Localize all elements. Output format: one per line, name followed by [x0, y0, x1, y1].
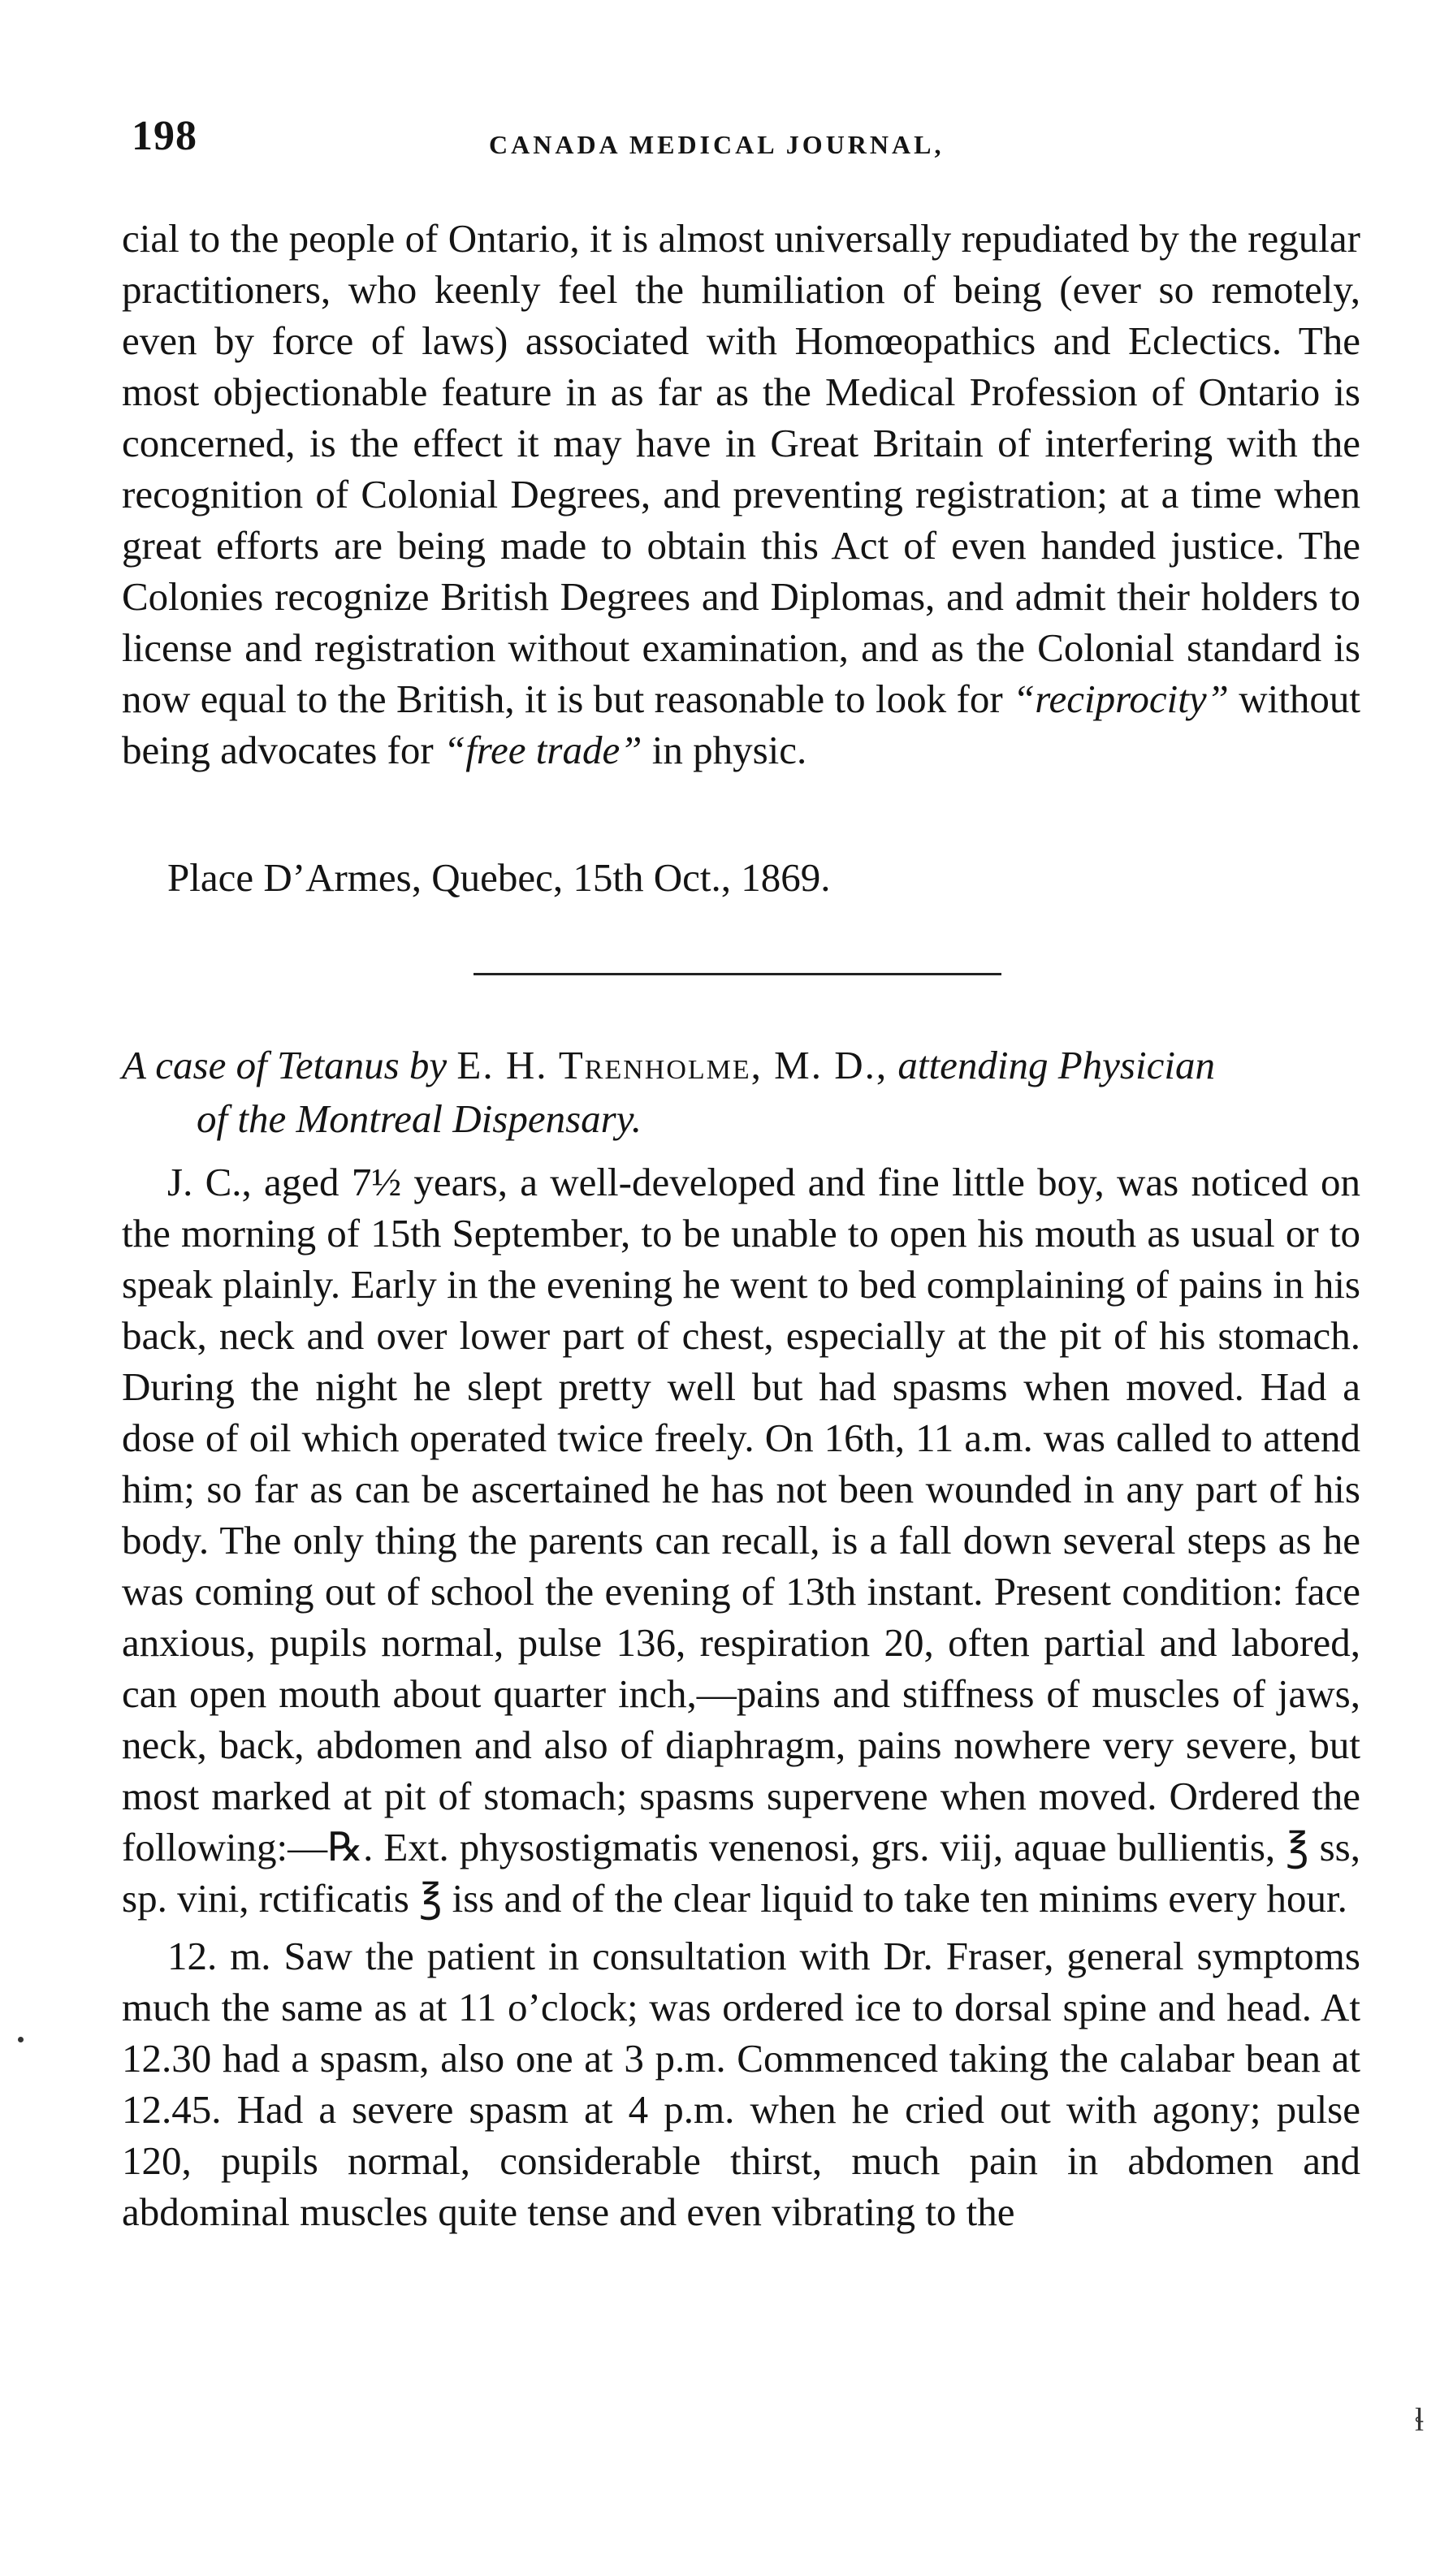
section-divider	[474, 973, 1001, 975]
quote-free-trade: “free trade”	[443, 728, 642, 772]
article-heading-line-1	[122, 1039, 1373, 1092]
journal-title: CANADA MEDICAL JOURNAL,	[489, 130, 945, 159]
article-heading	[122, 1039, 1373, 1146]
running-head	[122, 112, 1373, 169]
article-author: E. H. Trenholme, M. D.,	[456, 1043, 889, 1087]
body-paragraph-2: 12. m. Saw the patient in consultation with Dr. Fraser, general symptoms much the same as at 11 o’clock; was ordered ice to dorsal spine and head. At 12.30 had a spasm, also one at 3 p.m. Commenced taking the calabar bean at 12.45. Had a severe spasm at 4 p.m. when he cried out with agony; pulse 120, pupils normal, considerable thirst, much pain in abdomen and abdominal muscles quite tense and even vibrating to the	[122, 1934, 1360, 2234]
article-body	[122, 1156, 1360, 2237]
signoff-place-date: Place D’Armes, Quebec, 15th Oct., 1869.	[167, 855, 831, 900]
page-number: 198	[132, 113, 197, 159]
margin-speck	[18, 2037, 24, 2042]
article-heading-line-2: of the Montreal Dispensary.	[197, 1096, 642, 1141]
quote-reciprocity: “reciprocity”	[1013, 676, 1229, 721]
continuation-middle: without being advocates for	[122, 676, 1360, 772]
margin-mark: ɬ	[1415, 2401, 1425, 2438]
continuation-paragraph	[122, 213, 1360, 776]
continuation-text	[122, 213, 1360, 776]
continuation-ending: in physic.	[642, 728, 807, 772]
body-paragraph-1: J. C., aged 7½ years, a well-developed and fine little boy, was noticed on the morning of 15th September, to be unable to open his mouth as usual or to speak plainly. Early in the evening he went to bed complaining of pains in his back, neck and over lower part of chest, especially at the pit of his stomach. During the night he slept pretty well but had spasms when moved. Had a dose of oil which operated twice freely. On 16th, 11 a.m. was called to attend him; so far as can be ascertained he has not been wounded in any part of his body. The only thing the parents can recall, is a fall down several steps as he was coming out of school the evening of 13th instant. Present condition: face anxious, pupils normal, pulse 136, respiration 20, often partial and labored, can open mouth about quarter inch,—pains and stiffness of muscles of jaws, neck, back, abdomen and also of diaphragm, pains nowhere very severe, but most marked at pit of stomach; spasms supervene when moved. Ordered the following:—℞. Ext. physostigmatis venenosi, grs. viij, aquae bullientis, ℥ ss, sp. vini, rctificatis ℥ iss and of the clear liquid to take ten minims every hour.	[122, 1160, 1360, 1921]
article-title-prefix: A case of Tetanus by	[122, 1043, 448, 1087]
continuation-body: cial to the people of Ontario, it is almost universally repudiated by the regular practitioners, who keenly feel the humiliation of being (ever so remotely, even by force of laws) associated with Homœopathics and Eclectics. The most objectionable feature in as far as the Medical Profession of Ontario is concerned, is the effect it may have in Great Britain of interfering with the recognition of Colonial Degrees, and preventing registration; at a time when great efforts are being made to obtain this Act of even handed justice. The Colonies recognize British Degrees and Diplomas, and admit their holders to license and registration without examination, and as the Colonial standard is now equal to the British, it is but reasonable to look for	[122, 216, 1360, 721]
article-title-suffix: attending Physician	[897, 1043, 1215, 1087]
